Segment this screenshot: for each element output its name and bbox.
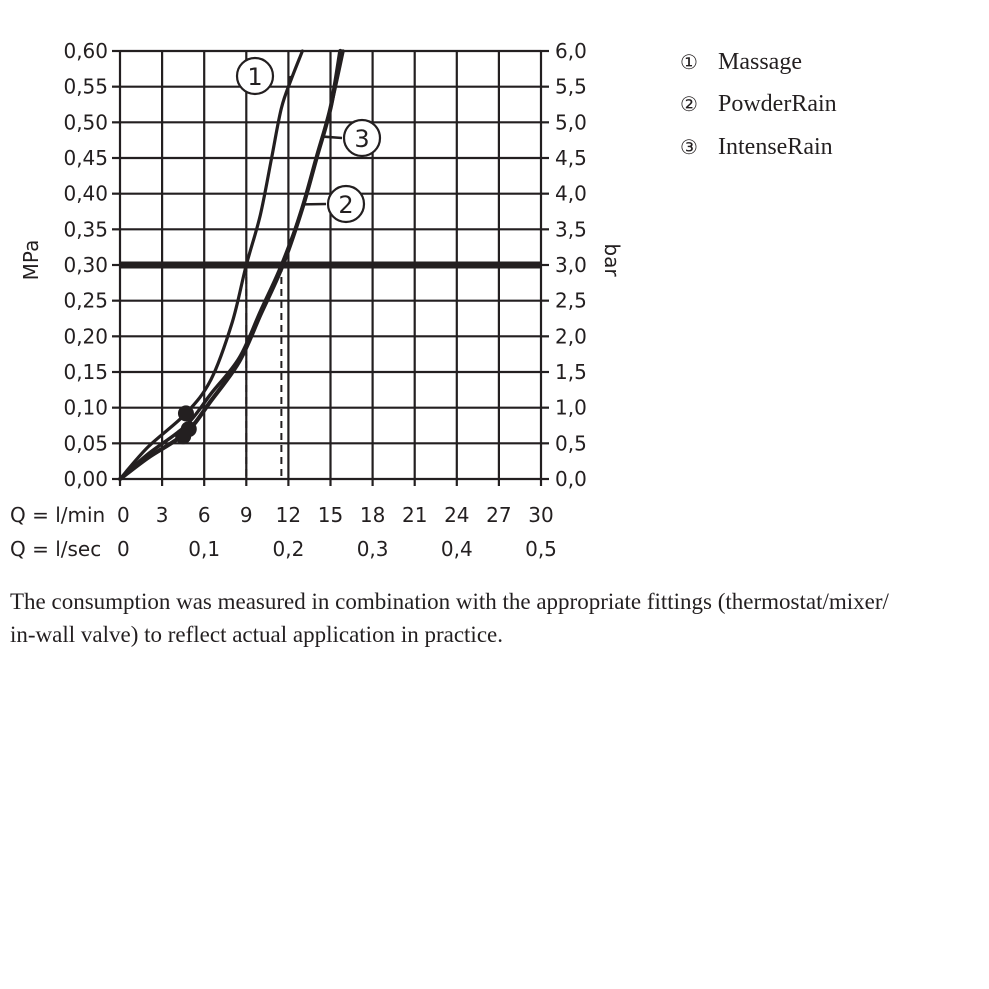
callout-leader <box>290 76 291 80</box>
operating-point-dot <box>178 405 194 421</box>
y-left-tick-label: 0,30 <box>63 253 108 277</box>
callout-number: 2 <box>338 191 354 219</box>
note-line-1: The consumption was measured in combination with the appropriate fittings (thermostat/mixer/ <box>10 589 889 614</box>
y-right-tick-label: 3,0 <box>555 253 587 277</box>
x-sec-tick-label: 0,4 <box>440 537 473 561</box>
x-min-tick-label: 0 <box>117 503 130 527</box>
y-left-tick-label: 0,15 <box>63 360 108 384</box>
y-right-axis-label: bar <box>600 243 624 277</box>
y-left-tick-label: 0,55 <box>63 74 108 99</box>
legend-symbol: ② <box>680 92 698 116</box>
y-right-tick-label: 2,5 <box>555 288 587 313</box>
y-left-tick-label: 0,40 <box>63 181 108 206</box>
legend-item-massage <box>680 49 802 75</box>
callout-number: 3 <box>354 125 370 153</box>
callout-number: 1 <box>247 63 263 91</box>
legend-item-intenserain <box>680 134 833 160</box>
callout-leader <box>322 137 342 138</box>
x-axis-label-min: Q = l/min <box>10 503 106 527</box>
legend-symbol: ③ <box>680 135 698 159</box>
x-min-tick-label: 27 <box>486 503 512 527</box>
y-right-tick-label: 1,0 <box>555 395 587 420</box>
y-left-tick-label: 0,60 <box>63 39 108 63</box>
y-left-tick-label: 0,45 <box>63 146 108 170</box>
y-left-tick-label: 0,25 <box>63 288 108 313</box>
y-left-tick-label: 0,50 <box>63 110 108 135</box>
legend-symbol: ① <box>680 50 698 74</box>
x-min-tick-label: 24 <box>444 503 470 527</box>
note-line-2: in-wall valve) to reflect actual application in practice. <box>10 622 503 647</box>
y-right-tick-label: 6,0 <box>555 39 587 63</box>
x-axis-label-sec: Q = l/sec <box>10 537 102 561</box>
legend <box>680 49 837 160</box>
y-right-tick-label: 0,0 <box>555 467 587 491</box>
y-left-tick-label: 0,10 <box>63 395 108 420</box>
x-sec-tick-label: 0 <box>117 537 130 561</box>
legend-label: PowderRain <box>718 91 837 117</box>
x-min-tick-label: 12 <box>275 503 302 527</box>
x-min-tick-label: 30 <box>528 503 554 527</box>
legend-item-powderrain <box>680 91 837 117</box>
x-sec-tick-label: 0,2 <box>272 537 305 561</box>
y-right-tick-label: 5,5 <box>555 74 587 99</box>
x-min-tick-label: 6 <box>197 503 211 527</box>
y-left-tick-label: 0,35 <box>63 217 108 242</box>
x-min-tick-label: 9 <box>239 503 253 527</box>
x-sec-tick-label: 0,5 <box>525 537 557 561</box>
measurement-note <box>10 585 985 651</box>
legend-label: IntenseRain <box>718 134 833 160</box>
x-sec-tick-label: 0,1 <box>188 537 221 561</box>
y-right-tick-label: 0,5 <box>555 431 587 456</box>
x-min-tick-label: 21 <box>401 503 428 527</box>
operating-point-dot <box>175 428 191 444</box>
y-right-tick-label: 1,5 <box>555 360 587 384</box>
y-left-tick-label: 0,00 <box>63 467 108 491</box>
y-left-axis-label: MPa <box>19 239 43 281</box>
y-right-tick-label: 4,5 <box>555 146 587 170</box>
y-right-tick-label: 5,0 <box>555 110 587 135</box>
x-sec-tick-label: 0,3 <box>356 537 389 561</box>
y-right-tick-label: 2,0 <box>555 324 587 349</box>
y-right-tick-label: 4,0 <box>555 181 587 206</box>
legend-label: Massage <box>718 49 802 75</box>
x-min-tick-label: 15 <box>317 503 344 527</box>
x-min-tick-label: 18 <box>359 503 386 527</box>
y-left-tick-label: 0,20 <box>63 324 108 349</box>
y-right-tick-label: 3,5 <box>555 217 587 242</box>
x-min-tick-label: 3 <box>155 503 169 527</box>
y-left-tick-label: 0,05 <box>63 431 108 456</box>
